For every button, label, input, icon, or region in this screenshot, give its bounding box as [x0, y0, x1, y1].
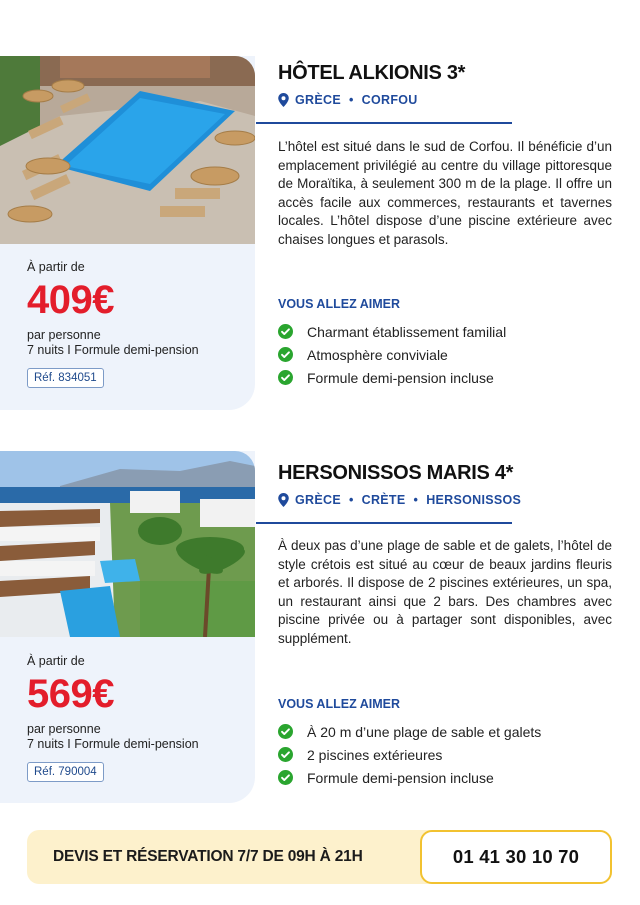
check-circle-icon	[278, 370, 293, 385]
highlight-text: Atmosphère conviviale	[307, 346, 448, 363]
check-circle-icon	[278, 324, 293, 339]
phone-number-button[interactable]: 01 41 30 10 70	[420, 830, 612, 884]
price: 409€	[27, 278, 114, 322]
check-circle-icon	[278, 747, 293, 762]
location-region: CORFOU	[361, 93, 418, 107]
highlight-text: 2 piscines extérieures	[307, 746, 443, 763]
offer-card-2	[0, 451, 255, 803]
check-circle-icon	[278, 724, 293, 739]
location-separator: •	[348, 493, 354, 507]
stay-details: 7 nuits I Formule demi-pension	[27, 343, 199, 357]
price: 569€	[27, 672, 114, 716]
list-item	[278, 320, 506, 343]
location-line	[278, 93, 612, 107]
location-country: GRÈCE	[295, 493, 341, 507]
stay-details: 7 nuits I Formule demi-pension	[27, 737, 199, 751]
highlights-title: VOUS ALLEZ AIMER	[278, 697, 400, 711]
highlights-list	[278, 320, 506, 389]
price-from-label: À partir de	[27, 654, 85, 668]
price-block-2	[27, 654, 199, 782]
location-region: CRÈTE	[361, 493, 406, 507]
location-separator: •	[348, 93, 354, 107]
price-block-1	[27, 260, 199, 388]
location-pin-icon	[278, 493, 289, 507]
location-line	[278, 493, 612, 507]
reference-badge: Réf. 790004	[27, 762, 104, 782]
hotel-photo-1	[0, 56, 255, 244]
hotel-description: L’hôtel est situé dans le sud de Corfou. Il bénéficie d’un emplacement privilégié au centre du village pittoresque de Moraïtika, à seulement 300 m de la plage. Il offre un accès facile aux commerces, restaurants et tavernes locales. L’hôtel dispose d’une piscine extérieure avec chaises longues et parasols.	[278, 139, 612, 247]
booking-hours-text: DEVIS ET RÉSERVATION 7/7 DE 09H À 21H	[53, 848, 363, 865]
price-per-person: par personne	[27, 328, 101, 342]
highlight-text: Formule demi-pension incluse	[307, 369, 494, 386]
check-circle-icon	[278, 347, 293, 362]
location-separator: •	[413, 493, 419, 507]
list-item	[278, 720, 541, 743]
highlights-list	[278, 720, 541, 789]
list-item	[278, 743, 541, 766]
reference-badge: Réf. 834051	[27, 368, 104, 388]
hotel-description: À deux pas d’une plage de sable et de galets, l’hôtel de style crétois est situé au cœur de beaux jardins fleuris et arborés. Il dispose de 2 piscines extérieures, un spa, un restaurant ainsi que 2 bars. Des chambres avec piscine privée ou à partager sont disponibles, avec supplément.	[278, 538, 612, 646]
location-pin-icon	[278, 93, 289, 107]
offer-header-1	[278, 62, 612, 107]
list-item	[278, 366, 506, 389]
list-item	[278, 766, 541, 789]
booking-banner	[27, 830, 612, 884]
highlights-title: VOUS ALLEZ AIMER	[278, 297, 400, 311]
check-circle-icon	[278, 770, 293, 785]
price-from-label: À partir de	[27, 260, 85, 274]
hotel-title: HERSONISSOS MARIS 4*	[278, 462, 514, 484]
highlight-text: Formule demi-pension incluse	[307, 769, 494, 786]
hotel-title: HÔTEL ALKIONIS 3*	[278, 62, 466, 84]
offer-card-1	[0, 56, 255, 410]
divider-line	[256, 522, 512, 524]
offer-header-2	[278, 462, 612, 507]
highlight-text: À 20 m d’une plage de sable et galets	[307, 723, 542, 740]
price-per-person: par personne	[27, 722, 101, 736]
location-town: HERSONISSOS	[426, 493, 522, 507]
highlight-text: Charmant établissement familial	[307, 323, 507, 340]
divider-line	[256, 122, 512, 124]
hotel-photo-2	[0, 451, 255, 637]
location-country: GRÈCE	[295, 93, 341, 107]
list-item	[278, 343, 506, 366]
